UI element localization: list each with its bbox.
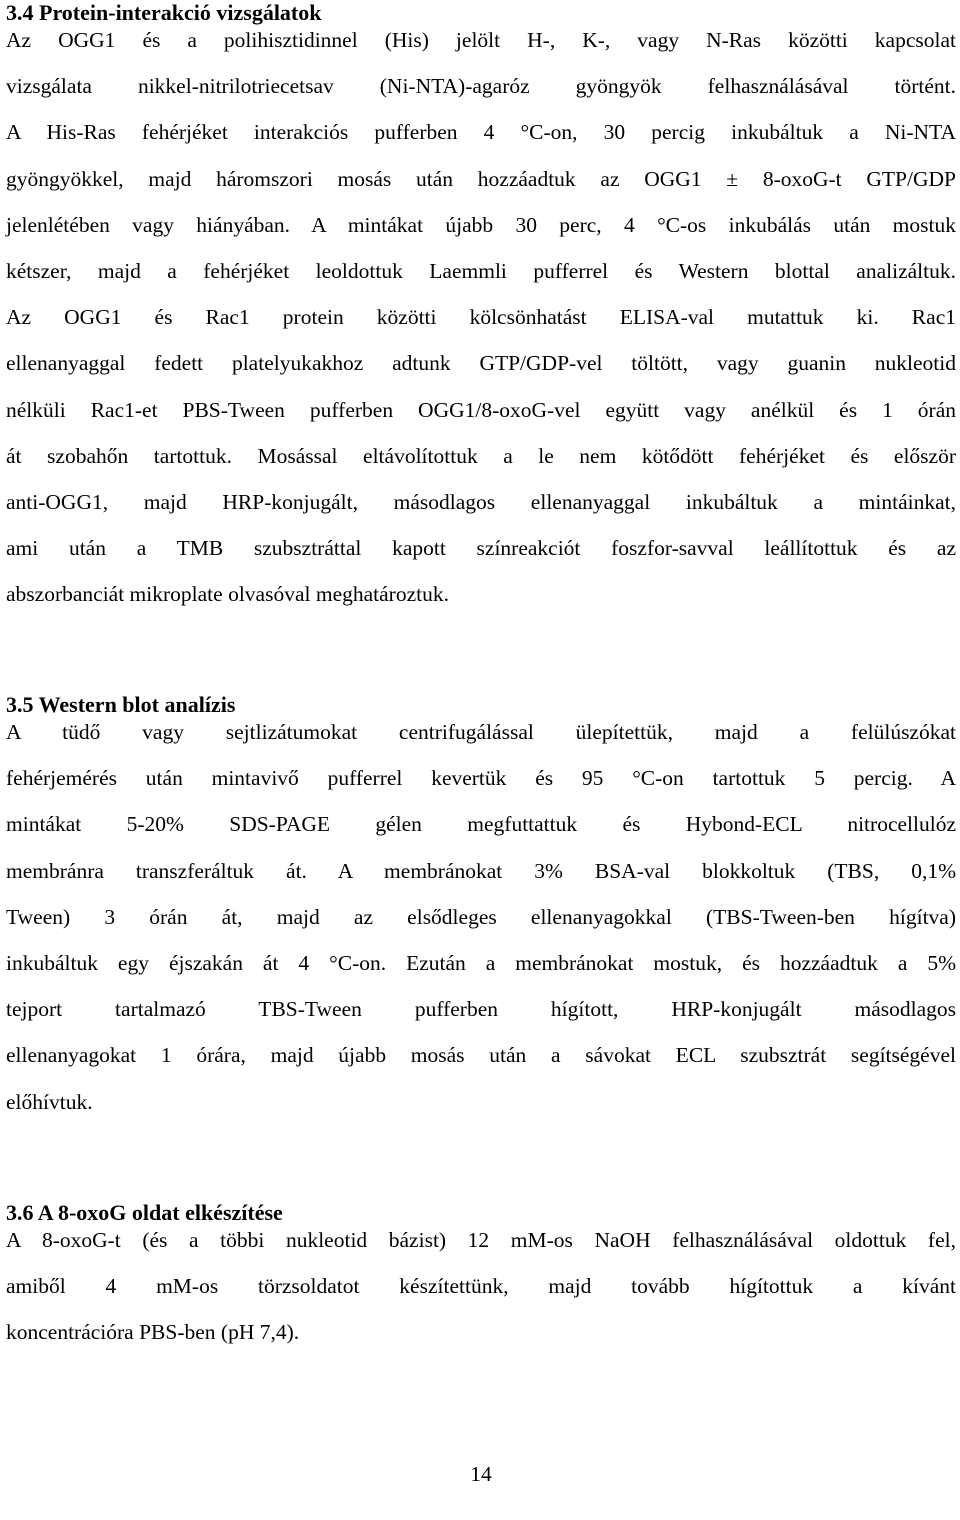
section-heading-8oxog-solution: 3.6 A 8-oxoG oldat elkészítése <box>6 1200 283 1225</box>
text-line: fehérjemérés után mintavivő pufferrel kevertük és 95 °C-on tartottuk 5 percig. A <box>6 766 956 791</box>
text-line: előhívtuk. <box>6 1089 93 1114</box>
text-line: kétszer, majd a fehérjéket leoldottuk Laemmli pufferrel és Western blottal analizáltuk. <box>6 259 956 284</box>
text-line: nélküli Rac1-et PBS-Tween pufferben OGG1/8-oxoG-vel együtt vagy anélkül és 1 órán <box>6 397 956 422</box>
text-line: A 8-oxoG-t (és a többi nukleotid bázist) 12 mM-os NaOH felhasználásával oldottuk fel, <box>6 1228 956 1252</box>
text-line: tejport tartalmazó TBS-Tween pufferben hígított, HRP-konjugált másodlagos <box>6 997 956 1022</box>
text-line: anti-OGG1, majd HRP-konjugált, másodlagos ellenanyaggal inkubáltuk a mintáinkat, <box>6 490 956 515</box>
text-line: membránra transzferáltuk át. A membránokat 3% BSA-val blokkoltuk (TBS, 0,1% <box>6 858 956 883</box>
text-line: Az OGG1 és a polihisztidinnel (His) jelölt H-, K-, vagy N-Ras közötti kapcsolat <box>6 28 956 52</box>
text-line: mintákat 5-20% SDS-PAGE gélen megfuttattuk és Hybond-ECL nitrocellulóz <box>6 812 956 837</box>
section-body-protein-interaction <box>6 17 956 618</box>
text-line: inkubáltuk egy éjszakán át 4 °C-on. Ezután a membránokat mostuk, és hozzáadtuk a 5% <box>6 951 956 976</box>
text-line: koncentrációra PBS-ben (pH 7,4). <box>6 1320 300 1345</box>
text-line: jelenlétében vagy hiányában. A mintákat újabb 30 perc, 4 °C-os inkubálás után mostuk <box>6 212 956 237</box>
text-line: Az OGG1 és Rac1 protein közötti kölcsönhatást ELISA-val mutattuk ki. Rac1 <box>6 305 956 330</box>
text-line: gyöngyökkel, majd háromszori mosás után hozzáadtuk az OGG1 ± 8-oxoG-t GTP/GDP <box>6 166 956 191</box>
text-line: abszorbanciát mikroplate olvasóval meghatároztuk. <box>6 582 449 607</box>
text-line: ami után a TMB szubsztráttal kapott színreakciót foszfor-savval leállítottuk és az <box>6 536 956 561</box>
text-line: A His-Ras fehérjéket interakciós pufferben 4 °C-on, 30 percig inkubáltuk a Ni-NTA <box>6 120 956 145</box>
section-body-western-blot <box>6 709 956 1125</box>
text-line: Tween) 3 órán át, majd az elsődleges ellenanyagokkal (TBS-Tween-ben hígítva) <box>6 904 956 929</box>
text-line: ellenanyaggal fedett platelyukakhoz adtunk GTP/GDP-vel töltött, vagy guanin nukleotid <box>6 351 956 376</box>
section-heading-western-blot: 3.5 Western blot analízis <box>6 692 236 717</box>
section-body-8oxog-solution <box>6 1217 956 1356</box>
text-line: át szobahőn tartottuk. Mosással eltávolítottuk a le nem kötődött fehérjéket és először <box>6 443 956 468</box>
section-heading-protein-interaction: 3.4 Protein-interakció vizsgálatok <box>6 0 322 25</box>
text-line: vizsgálata nikkel-nitrilotriecetsav (Ni-NTA)-agaróz gyöngyök felhasználásával történt. <box>6 74 956 99</box>
text-line: ellenanyagokat 1 órára, majd újabb mosás után a sávokat ECL szubsztrát segítségével <box>6 1043 956 1068</box>
page-number: 14 <box>470 1462 492 1486</box>
text-line: A tüdő vagy sejtlizátumokat centrifugálással ülepítettük, majd a felülúszókat <box>6 720 956 744</box>
text-line: amiből 4 mM-os törzsoldatot készítettünk, majd tovább hígítottuk a kívánt <box>6 1274 956 1299</box>
